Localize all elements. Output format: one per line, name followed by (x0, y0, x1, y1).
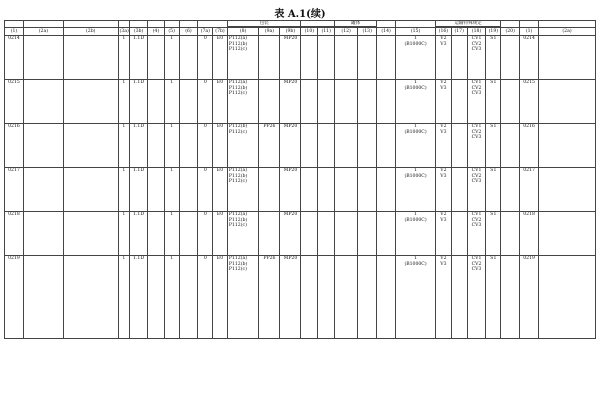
cell-un2: 0219 (520, 256, 539, 339)
cell-tsp2 (358, 212, 377, 256)
cell-pkg (436, 256, 452, 339)
header-class (118, 21, 130, 28)
cell-un: 0217 (5, 168, 24, 212)
cell-tsp2 (358, 80, 377, 124)
cell-tank (301, 80, 318, 124)
dangerous-goods-table (4, 20, 596, 339)
cell-sp (179, 212, 198, 256)
colnum: (13) (358, 28, 377, 36)
dangerous-goods-table-wrapper (4, 20, 596, 339)
cell-cn2 (539, 80, 596, 124)
cell-pkg-line: V2 (440, 36, 447, 42)
colnum: (5) (164, 28, 179, 36)
cell-en (63, 124, 118, 168)
cell-spp: PP26 (259, 124, 280, 168)
cell-load-line: CV2 (471, 173, 482, 179)
cell-pi-line: P112(c) (228, 91, 247, 97)
cell-pkg (436, 124, 452, 168)
cell-load-line: CV1 (471, 124, 482, 130)
cell-cls: 1 (118, 80, 130, 124)
table-row (5, 168, 596, 212)
cell-tc (396, 168, 436, 212)
cell-pkg-line: V3 (440, 173, 447, 179)
cell-pi-line: P112(b) (228, 217, 248, 223)
cell-en (63, 80, 118, 124)
cell-un2: 0216 (520, 124, 539, 168)
cell-load-line: CV1 (471, 256, 482, 262)
cell-pi-line: P112(c) (228, 223, 247, 229)
colnum: (8) (227, 28, 259, 36)
cell-tc-line: (B1000C) (404, 173, 427, 179)
cell-tank (301, 212, 318, 256)
cell-un2: 0215 (520, 80, 539, 124)
table-row (5, 36, 596, 80)
cell-pkg-line: V2 (440, 124, 447, 130)
cell-spp (259, 168, 280, 212)
cell-cn2 (539, 256, 596, 339)
cell-tc-line: 1 (414, 36, 417, 42)
cell-mp: MP20 (280, 212, 301, 256)
cell-load (467, 212, 486, 256)
cell-un: 0218 (5, 212, 24, 256)
cell-lbl: 1 (164, 124, 179, 168)
cell-tc-line: (B1000C) (404, 41, 427, 47)
cell-cls: 1 (118, 36, 130, 80)
cell-mp: MP20 (280, 36, 301, 80)
cell-pg (147, 256, 164, 339)
cell-load-line: CV2 (471, 261, 482, 267)
cell-un2: 0218 (520, 212, 539, 256)
column-number-row (5, 28, 596, 36)
cell-load (467, 168, 486, 212)
cell-op: S1 (486, 168, 501, 212)
cell-bulk (451, 124, 467, 168)
colnum: (2b) (63, 28, 118, 36)
header-un-no-2 (520, 21, 539, 28)
cell-load (467, 36, 486, 80)
cell-un: 0215 (5, 80, 24, 124)
cell-tsp2 (358, 36, 377, 80)
header-name-en (63, 21, 118, 28)
cell-sp (179, 168, 198, 212)
cell-tcode (335, 256, 358, 339)
cell-tc-line: 1 (414, 256, 417, 262)
cell-tank (301, 168, 318, 212)
cell-pi-line: P112(c) (228, 47, 247, 53)
cell-cn2 (539, 36, 596, 80)
colnum: (7a) (198, 28, 213, 36)
cell-pi (227, 212, 259, 256)
cell-tank (301, 36, 318, 80)
cell-hid (501, 36, 520, 80)
cell-un2: 0214 (520, 36, 539, 80)
cell-pkg (436, 168, 452, 212)
header-tank: 罐体 (335, 21, 377, 27)
cell-pkg (436, 80, 452, 124)
cell-pg (147, 36, 164, 80)
colnum: (11) (318, 28, 335, 36)
cell-cls: 1 (118, 124, 130, 168)
colnum: (1) (5, 28, 24, 36)
cell-load-line: CV2 (471, 85, 482, 91)
cell-pg (147, 212, 164, 256)
cell-op: S1 (486, 80, 501, 124)
cell-tc-line: 1 (414, 168, 417, 174)
cell-cn2 (539, 212, 596, 256)
cell-load-line: CV3 (471, 135, 482, 141)
cell-lbl: 1 (164, 212, 179, 256)
cell-bulk (451, 256, 467, 339)
cell-cn (23, 212, 63, 256)
cell-pi-line: P112(a) (228, 80, 248, 86)
cell-load-line: CV2 (471, 217, 482, 223)
cell-hid (501, 168, 520, 212)
cell-eq: E0 (213, 256, 228, 339)
cell-en (63, 36, 118, 80)
cell-load (467, 124, 486, 168)
cell-un: 0214 (5, 36, 24, 80)
cell-veh (377, 80, 396, 124)
cell-veh (377, 124, 396, 168)
table-row (5, 212, 596, 256)
header-name-cn (23, 21, 63, 28)
cell-cn (23, 80, 63, 124)
cell-load (467, 256, 486, 339)
cell-tc (396, 36, 436, 80)
cell-pkg-line: V3 (440, 85, 447, 91)
colnum: (9b) (280, 28, 301, 36)
cell-load-line: CV3 (471, 91, 482, 97)
cell-tsp2 (358, 124, 377, 168)
cell-load-line: CV3 (471, 179, 482, 185)
cell-load (467, 80, 486, 124)
cell-cn2 (539, 124, 596, 168)
table-row (5, 124, 596, 168)
colnum: (16) (436, 28, 452, 36)
cell-tcode (335, 168, 358, 212)
cell-tsp (318, 168, 335, 212)
cell-pi (227, 124, 259, 168)
cell-lbl: 1 (164, 256, 179, 339)
cell-hid (501, 212, 520, 256)
cell-eq: E0 (213, 168, 228, 212)
cell-spp (259, 80, 280, 124)
cell-code: 1.1D (130, 168, 148, 212)
colnum: (14) (377, 28, 396, 36)
cell-pkg-line: V3 (440, 129, 447, 135)
colnum: (4) (147, 28, 164, 36)
colnum: (2a) (539, 28, 596, 36)
cell-pi-line: P112(c) (228, 179, 247, 185)
cell-hid (501, 80, 520, 124)
cell-load-line: CV3 (471, 267, 482, 273)
cell-load-line: CV1 (471, 212, 482, 218)
cell-lbl: 1 (164, 36, 179, 80)
cell-code: 1.1D (130, 256, 148, 339)
cell-lq: 0 (198, 36, 213, 80)
cell-pkg-line: V3 (440, 41, 447, 47)
cell-pkg-line: V2 (440, 212, 447, 218)
cell-tc-line: (B1000C) (404, 85, 427, 91)
colnum: (18) (467, 28, 486, 36)
cell-tank (301, 256, 318, 339)
cell-pi-line: P112(b) (228, 173, 248, 179)
cell-op: S1 (486, 256, 501, 339)
cell-lbl: 1 (164, 80, 179, 124)
colnum: (1) (520, 28, 539, 36)
cell-pkg-line: V2 (440, 168, 447, 174)
cell-bulk (451, 36, 467, 80)
cell-hid (501, 124, 520, 168)
cell-cn (23, 36, 63, 80)
cell-load-line: CV1 (471, 168, 482, 174)
cell-lbl: 1 (164, 168, 179, 212)
cell-tank (301, 124, 318, 168)
cell-cls: 1 (118, 212, 130, 256)
cell-tsp (318, 36, 335, 80)
cell-veh (377, 168, 396, 212)
cell-mp: MP20 (280, 256, 301, 339)
cell-pi (227, 168, 259, 212)
cell-tc-line: 1 (414, 212, 417, 218)
cell-pkg (436, 212, 452, 256)
cell-un2: 0217 (520, 168, 539, 212)
table-body (5, 36, 596, 339)
cell-cn (23, 124, 63, 168)
cell-op: S1 (486, 124, 501, 168)
header-special-transport: 运输特殊规定 (436, 21, 501, 27)
cell-un: 0216 (5, 124, 24, 168)
header-class-code (130, 21, 148, 28)
cell-pi-line: P112(a) (228, 36, 248, 42)
header-un-no (5, 21, 24, 28)
cell-sp (179, 80, 198, 124)
cell-pi-line: P112(b) (228, 85, 248, 91)
cell-pi-line: P112(b) (228, 124, 248, 130)
cell-pi-line: P112(a) (228, 256, 248, 262)
colnum: (19) (486, 28, 501, 36)
cell-tc (396, 256, 436, 339)
cell-tcode (335, 212, 358, 256)
cell-load-line: CV1 (471, 36, 482, 42)
cell-pi-line: P112(b) (228, 261, 248, 267)
cell-tc (396, 212, 436, 256)
cell-pi-line: P112(c) (228, 129, 247, 135)
cell-pi-line: P112(b) (228, 41, 248, 47)
cell-pkg (436, 36, 452, 80)
cell-tsp (318, 80, 335, 124)
cell-tsp (318, 212, 335, 256)
cell-pi-line: P112(a) (228, 212, 248, 218)
cell-cn (23, 256, 63, 339)
cell-veh (377, 36, 396, 80)
cell-code: 1.1D (130, 124, 148, 168)
colnum: (3a) (119, 29, 129, 35)
cell-pi-line: P112(a) (228, 168, 248, 174)
colnum: (15) (396, 28, 436, 36)
cell-op: S1 (486, 36, 501, 80)
cell-un: 0219 (5, 256, 24, 339)
colnum: (17) (451, 28, 467, 36)
cell-code: 1.1D (130, 212, 148, 256)
cell-load-line: CV2 (471, 41, 482, 47)
cell-eq: E0 (213, 124, 228, 168)
cell-pg (147, 168, 164, 212)
header-vehicle (377, 21, 396, 28)
header-transport-category (396, 21, 436, 28)
cell-tc (396, 124, 436, 168)
cell-sp (179, 124, 198, 168)
cell-eq: E0 (213, 36, 228, 80)
cell-tsp (318, 124, 335, 168)
cell-eq: E0 (213, 212, 228, 256)
cell-pkg-line: V3 (440, 217, 447, 223)
colnum: (10) (301, 28, 318, 36)
cell-pg (147, 124, 164, 168)
cell-code: 1.1D (130, 36, 148, 80)
cell-tcode (335, 80, 358, 124)
cell-load-line: CV2 (471, 129, 482, 135)
cell-pkg-line: V2 (440, 80, 447, 86)
cell-bulk (451, 168, 467, 212)
cell-tsp2 (358, 256, 377, 339)
header-packaging: 包装 (227, 21, 301, 27)
cell-pkg-line: V2 (440, 256, 447, 262)
cell-mp: MP20 (280, 124, 301, 168)
colnum: (6) (179, 28, 198, 36)
cell-op: S1 (486, 212, 501, 256)
cell-spp (259, 212, 280, 256)
cell-pi (227, 36, 259, 80)
cell-pi-line: P112(c) (228, 267, 247, 273)
cell-tsp (318, 256, 335, 339)
header-labels (164, 21, 179, 28)
cell-bulk (451, 80, 467, 124)
cell-pkg-line: V3 (440, 261, 447, 267)
cell-spp: PP26 (259, 256, 280, 339)
table-title: 表 A.1(续) (274, 9, 326, 20)
cell-tsp2 (358, 168, 377, 212)
cell-pi (227, 256, 259, 339)
cell-tcode (335, 124, 358, 168)
cell-veh (377, 256, 396, 339)
colnum: (2a) (23, 28, 63, 36)
table-row (5, 80, 596, 124)
cell-load-line: CV3 (471, 223, 482, 229)
colnum: (9a) (259, 28, 280, 36)
cell-en (63, 168, 118, 212)
header-hazard-id (501, 21, 520, 28)
cell-veh (377, 212, 396, 256)
cell-cn2 (539, 168, 596, 212)
cell-tc-line: 1 (414, 80, 417, 86)
colnum: (12) (335, 28, 358, 36)
cell-code: 1.1D (130, 80, 148, 124)
cell-cls: 1 (118, 168, 130, 212)
cell-sp (179, 36, 198, 80)
cell-tcode (335, 36, 358, 80)
cell-lq: 0 (198, 168, 213, 212)
cell-bulk (451, 212, 467, 256)
cell-load-line: CV1 (471, 80, 482, 86)
cell-tc-line: (B1000C) (404, 261, 427, 267)
cell-tc (396, 80, 436, 124)
cell-lq: 0 (198, 124, 213, 168)
cell-tc-line: (B1000C) (404, 129, 427, 135)
cell-spp (259, 36, 280, 80)
cell-load-line: CV3 (471, 47, 482, 53)
cell-en (63, 256, 118, 339)
cell-mp: MP20 (280, 168, 301, 212)
header-packing-group (147, 21, 164, 28)
cell-lq: 0 (198, 256, 213, 339)
cell-tc-line: 1 (414, 124, 417, 130)
cell-sp (179, 256, 198, 339)
cell-cn (23, 168, 63, 212)
colnum: (7b) (213, 28, 228, 36)
header-name-cn-2 (539, 21, 596, 28)
cell-hid (501, 256, 520, 339)
cell-mp: MP20 (280, 80, 301, 124)
cell-tc-line: (B1000C) (404, 217, 427, 223)
cell-lq: 0 (198, 80, 213, 124)
colnum: (20) (501, 28, 520, 36)
header-special-provisions (179, 21, 198, 28)
cell-lq: 0 (198, 212, 213, 256)
cell-en (63, 212, 118, 256)
cell-pg (147, 80, 164, 124)
cell-cls: 1 (118, 256, 130, 339)
table-row (5, 256, 596, 339)
colnum: (3b) (130, 28, 148, 36)
cell-eq: E0 (213, 80, 228, 124)
cell-pi (227, 80, 259, 124)
header-limited-excepted (198, 21, 227, 28)
